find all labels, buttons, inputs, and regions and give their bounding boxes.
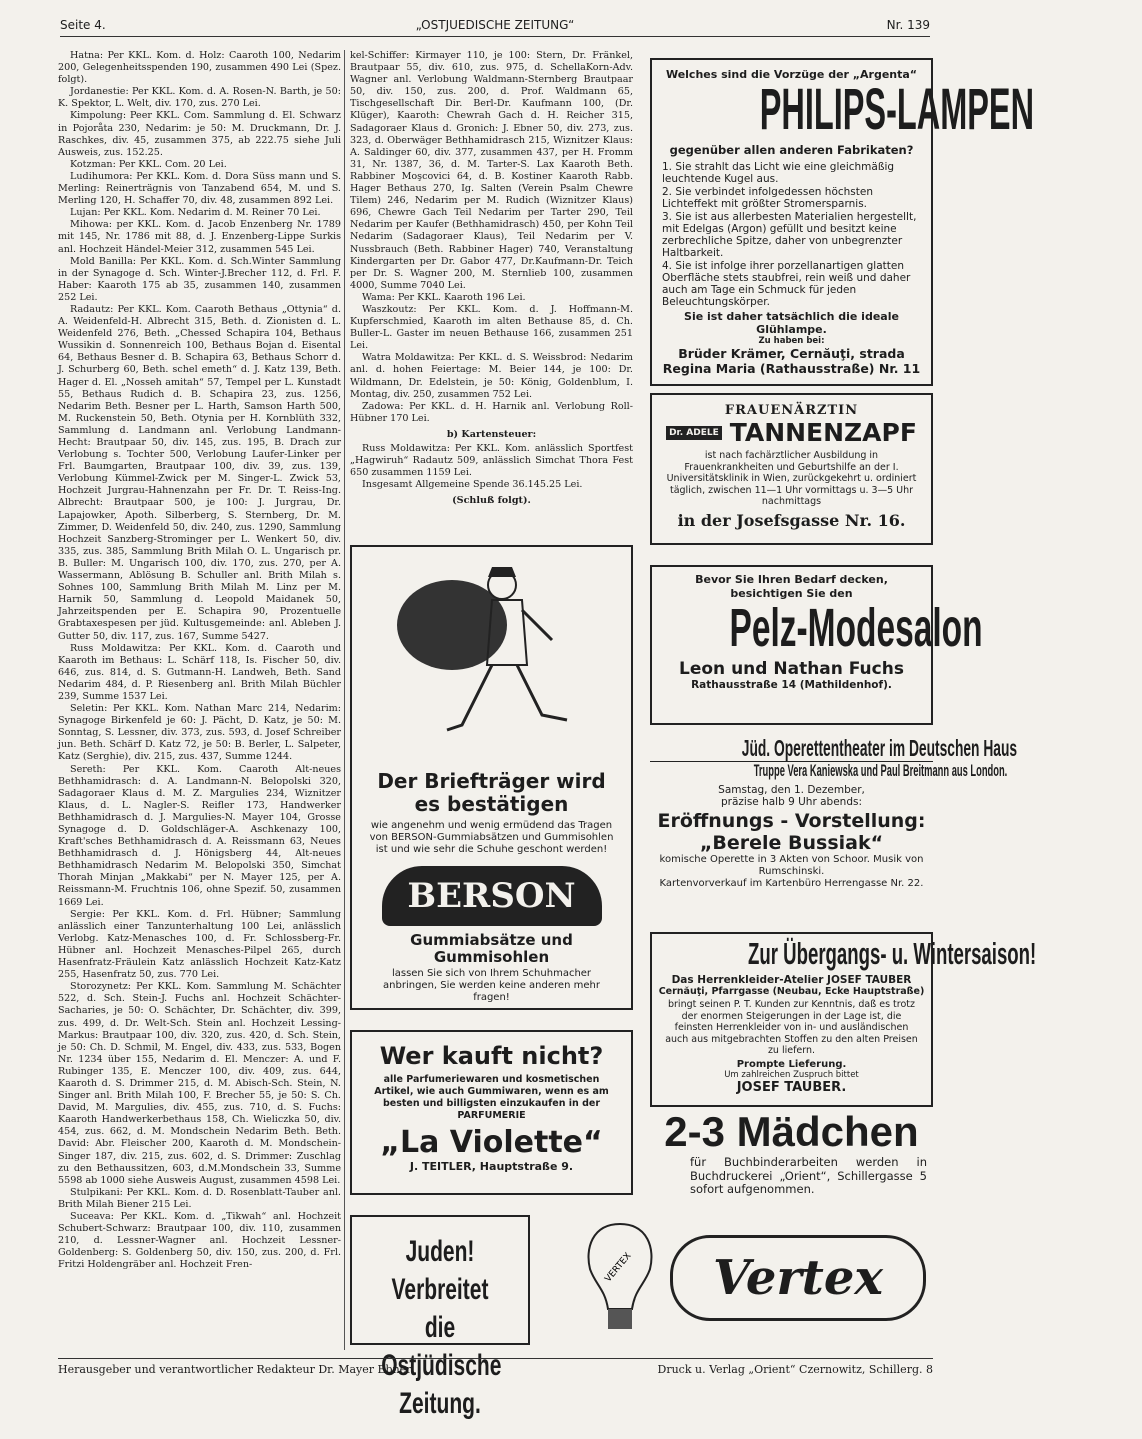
to-be-continued: (Schluß folgt). (452, 495, 531, 507)
show-title: „Berele Bussiak“ (699, 832, 884, 854)
ad-subquestion: gegenüber allen anderen Fabrikaten? (669, 143, 914, 157)
feature-list (652, 161, 931, 308)
ad-intro: Bevor Sie Ihren Bedarf decken, besichtigen Sie den (695, 573, 888, 600)
paragraph: Sergie: Per KKL. Kom. d. Frl. Hübner; Sammlung anlässlich einer Tanzunterhaltung 100 Lei, anlässlich Verlobg. Katz-Menasches 100, d. Fr. Schlossberg-Fr. Hübner anl. Hochzeit Menasches-Pilpel 265, durch Hasenfratz-Fräulein Katz anlässlich Hochzeit Katz-Katz 255, Hasenfratz 50, zus. 770 Lei. (58, 908, 341, 981)
salon-name (652, 598, 983, 659)
paragraph: Kotzman: Per KKL. Com. 20 Lei. (70, 158, 227, 170)
ad-philips-lampen (650, 58, 1035, 386)
ad-conclusion: Sie ist daher tatsächlich die ideale Glühlampe. (684, 310, 899, 336)
shop-address: J. TEITLER, Hauptstraße 9. (409, 1160, 574, 1173)
ad-headline: Wer kauft nicht? (379, 1042, 604, 1070)
paragraph: Waszkoutz: Per KKL. Kom. d. J. Hoffmann-M. Kupferschmied, Kaaroth im alten Bethause 85, d. Ch. Buller-L. Gaster im neuen Bethause 166, zusammen 251 Lei. (350, 303, 633, 352)
ad-text: alle Parfumeriewaren und kosmetischen Artikel, wie auch Gummiwaren, wenn es am besten und billigsten einzukaufen in der PARFUMERIE (374, 1074, 609, 1121)
paragraph: Wama: Per KKL. Kaaroth 196 Lei. (362, 291, 526, 303)
ad-text: bringt seinen P. T. Kunden zur Kenntnis, daß es trotz der enormen Steigerungen in der Lage ist, die feinsten Herrenkleider von in- und ausländischen auch aus mitgebrachten Stoffen zu den alten Preisen zu liefern. (665, 999, 918, 1056)
doctor-title: Dr. ADELE (666, 426, 722, 440)
ad-question: Welches sind die Vorzüge der „Argenta“ (665, 68, 918, 81)
feature-item: 1. Sie strahlt das Licht wie eine gleichmäßig leuchtende Kugel aus. (662, 161, 895, 185)
ad-operettentheater (650, 735, 1018, 919)
vertex-logo: Vertex (670, 1235, 926, 1321)
ad-berson (350, 545, 633, 1010)
paragraph: Ludihumora: Per KKL. Kom. d. Dora Süss mann und S. Merling: Reinerträgnis von Tanzabend 654, M. und S. Merling 120, H. Schaffer 70, div. 48, zusammen 892 Lei. (58, 170, 341, 207)
ad-headline: 2-3 Mädchen (664, 1108, 919, 1155)
ad-address: in der Josefsgasse Nr. 16. (677, 510, 906, 530)
issue-number: Nr. 139 (886, 18, 930, 32)
ad-title (652, 936, 1037, 974)
ad-title-text: Zur Übergangs- u. Wintersaison! (748, 936, 1037, 971)
page-footer (58, 1358, 933, 1376)
paragraph: Kimpolung: Peer KKL. Com. Sammlung d. El. Schwarz in Pojoråta 230, Nedarim: je 50: M. Druckmann, Dr. J. Raschkes, div. 45, zusammen 375, ab 222.75 siehe Juli Ausweis, zus. 152.25. (58, 110, 341, 158)
ad-title: FRAUENÄRZTIN (724, 403, 859, 418)
ad-text: lassen Sie sich von Ihrem Schuhmacher anbringen, Sie werden keine anderen mehr fragen! (383, 968, 600, 1003)
ad-frauenaerztin (650, 393, 933, 545)
page-header (60, 18, 930, 37)
feature-item: 4. Sie ist infolge ihrer porzellanartigen glatten Oberfläche stets staubfrei, rein weiß und daher auch am Tage ein Schmuck für jeden Beleuchtungskörper. (662, 260, 911, 308)
paragraph: Jordanestie: Per KKL. Kom. d. A. Rosen-N. Barth, je 50: K. Spektor, L. Welt, div. 170, zus. 270 Lei. (58, 86, 341, 110)
paragraph: Storozynetz: Per KKL. Kom. Sammlung M. Schächter 522, d. Sch. Stein-J. Fuchs anl. Hochzeit Schächter-Sacharies, je 50: O. Schächter, Dr. Schächter, div. 399, zus. 499, d. Dr. Welt-Sch. Stein anl. Hochzeit Lessing-Markus: Brautpaar 100, div. 320, zus. 420, d. Sch. Stein, je 50: Ch. D. Schmil, M. Engel, div. 433, zus. 533, Bogen Nr. 1234 über 155, Nedarim d. El. Menczer: A. und F. Rubinger 135, E. Menczer 100, div. 409, zus. 644, Kaaroth d. S. Drimmer 215, d. M. Abisch-Sch. Stein, N. Singer anl. Brith Milah 100, F. Brecher 55, je 50: S. Ch. David, M. Margulies, div. 455, zus. 710, d. S. Fuchs: Kaaroth Handwerkerbethaus 158, Ch. Wieliczka 50, div. 454, zus. 662, d. M. Mondschein Nedarim Beth. Beth. David: Abr. Fleischer 200, Kaaroth d. M. Mondschein-Singer 187, div. 215, zus. 602, d. S. Drimmer: Zuschlag zu den Bethaussitzen, 603, d.M.Mondschein 33, Summe 5598 ab 1000 siehe Ausweis August, zusammen 4598 Lei. (58, 981, 341, 1186)
salon-owners: Leon und Nathan Fuchs (679, 659, 904, 679)
ad-josef-tauber (650, 932, 1037, 1107)
ad-text: wie angenehm und wenig ermüdend das Tragen von BERSON-Gummiabsätzen und Gummisohlen ist und wie sehr die Schuhe geschont werden! (369, 820, 614, 855)
doctor-name-row (652, 418, 931, 447)
berson-logo: BERSON (382, 866, 602, 926)
newspaper-title: „OSTJUEDISCHE ZEITUNG“ (415, 18, 575, 32)
ad-seller: Brüder Krämer, Cernăuţi, strada Regina Maria (Rathausstraße) Nr. 11 (662, 346, 921, 376)
paragraph: Seletin: Per KKL. Kom. Nathan Marc 214, Nedarim: Synagoge Birkenfeld je 60: J. Pächt, D. Katz, je 50: M. Sonntag, S. Lessner, div. 373, zus. 593, d. Josef Schreiber jun. Beth. Schärf D. Katz 72, je 50: B. Berler, L. Salpeter, Katz (Serghie), div. 215, zus. 437, Summe 1244. (58, 703, 341, 763)
show-date: Samstag, den 1. Dezember, präzise halb 9 Uhr abends: (718, 784, 865, 808)
feature-item: 3. Sie ist aus allerbesten Materialien hergestellt, mit Edelgas (Argon) gefüllt und besitzt keine zerbrechliche Spitze, daher von unbegrenzter Haltbarkeit. (662, 211, 917, 259)
theater-troupe-text: Truppe Vera Kaniewska und Paul Breitmann aus London. (753, 761, 1008, 780)
brand-philips-text: PHILIPS-LAMPEN (759, 77, 1035, 142)
ad-delivery: Prompte Lieferung. (736, 1058, 847, 1070)
opening-show: Eröffnungs - Vorstellung: (657, 810, 926, 832)
ad-request: Um zahlreichen Zuspruch bittet (724, 1069, 859, 1080)
publisher-line: Herausgeber und verantwortlicher Redakteur Dr. Mayer Ebner. (58, 1363, 414, 1376)
ad-firm: Das Herrenkleider-Atelier JOSEF TAUBER (671, 974, 912, 986)
salon-name-text: Pelz-Modesalon (729, 598, 983, 658)
paragraph: Hatna: Per KKL. Kom. d. Holz: Caaroth 100, Nedarim 200, Gelegenheitsspenden 190, zusammen 490 Lei (Spez. folgt). (58, 50, 341, 86)
page-number: Seite 4. (60, 18, 106, 32)
paragraph: Russ Moldawitza: Per KKL. Kom. anlässlich Sportfest „Hagwiruh“ Radautz 509, anlässlich Simchat Thora Fest 650 zusammen 1159 Lei. (350, 443, 633, 479)
paragraph: Mihowa: per KKL. Kom. d. Jacob Enzenberg Nr. 1789 mit 145, Nr. 1786 mit 88, d. J. Enzenberg-Lippe Surkis anl. Hochzeit Händel-Meier 312, zusammen 545 Lei. (58, 219, 341, 255)
paragraph: Radautz: Per KKL. Kom. Caaroth Bethaus „Ottynia“ d. A. Weidenfeld-H. Albrecht 315, Beth. d. Zionisten d. L. Weidenfeld 276, Beth. „Chessed Schapira 104, Bethaus Wussikin d. Sonnenreich 100, Bethaus Bojan d. Eisental 64, Bethaus Besner d. B. Schapira 63, Bethaus Schorr d. J. Schurberg 60, Beth. schel emeth“ d. J. Katz 139, Beth. Hager d. El. „Nosseh amitah“ 57, Tempel per L. Kunstadt 55, Bethaus Rudich d. B. Schapira 23, zus. 1256, Nedarim Beth. Besner per L. Harth, Samson Harth 500, M. Ruckenstein 50, Beth. Otynia per H. Kornblüth 332, Sammlung d. Landmann anl. Verlobung Landmann-Hecht: Brautpaar 50, div. 145, zus. 195, B. Drach zur Verlobung s. Tochter 500, Verlobung Laufer-Linker per Frl. Baumgarten, Brautpaar 100, div. 39, zus. 139, Verlobung Kümmel-Zwick per M. Singer-L. Zwick 53, Hochzeit Jurgrau-Hahnenzahn per Fr. Dr. T. Reiss-Ing. Albrecht: Brautpaar 500, je 100: J. Jurgrau, Dr. Lapajowker, Apoth. Silberberg, S. Sternberg, Dr. M. Zimmer, D. Weidenfeld 50, div. 240, zus. 1290, Sammlung Hochzeit Sanzberg-Strominger per L. Wenkert 50, div. 335, zus. 385, Sammlung Brith Milah O. L. Ungarisch pr. B. Buller: M. Ungarisch 100, div. 170, zus. 270, per A. Wassermann, Ablösung B. Schuller anl. Brith Milah s. Sohnes 100, Sammlung Brith Milah M. Linz per M. Harnik 50, Sammlung d. Leopold Maidanek 50, Jahrzeitspenden per E. Schapira 90, Prozentuelle Grabtaxespesen per jüd. Kultusgemeinde: anl. Ableben J. Gutter 50, div. 117, zus. 167, Summe 5427. (58, 303, 341, 642)
paragraph: Insgesamt Allgemeine Spende 36.145.25 Lei. (362, 479, 583, 491)
paragraph: Watra Moldawitza: Per KKL. d. S. Weissbrod: Nedarim anl. d. hohen Feiertage: M. Beier 144, je 100: Dr. Wildmann, Dr. Edelstein, je 50: König, Goldenblum, I. Montag, div. 250, zusammen 752 Lei. (350, 352, 633, 400)
paragraph: Zadowa: Per KKL. d. H. Harnik anl. Verlobung Roll-Hübner 170 Lei. (350, 400, 633, 424)
shop-name: „La Violette“ (380, 1125, 603, 1160)
feature-item: 2. Sie verbindet infolgedessen höchsten Lichteffekt mit größter Stromersparnis. (662, 186, 874, 210)
ad-signature: JOSEF TAUBER. (736, 1079, 847, 1095)
paragraph: Lujan: Per KKL. Kom. Nedarim d. M. Reiner 70 Lei. (70, 207, 321, 219)
mailman-illustration (392, 555, 592, 770)
ad-slogan-text: Juden! Verbreitet die Ostjüdische Zeitung. (381, 1235, 502, 1420)
ad-headline: Der Briefträger wird es bestätigen (377, 769, 606, 816)
paragraph: Suceava: Per KKL. Kom. d. „Tikwah“ anl. Hochzeit Schubert-Schwarz: Brautpaar 100, div. 110, zusammen 210, d. Lessner-Wagner anl. Hochzeit Lessner-Goldenberg: S. Goldenberg 50, div. 150, zus. 200, d. Frl. Fritzi Holdengräber anl. Hochzeit Fren- (58, 1211, 341, 1271)
ad-address: Cernăuţi, Pfarrgasse (Neubau, Ecke Hauptstraße) (658, 986, 925, 997)
paragraph: kel-Schiffer: Kirmayer 110, je 100: Stern, Dr. Fränkel, Brautpaar 55, div. 610, zus. 975, d. SchellaKorn-Adv. Wagner anl. Verlobung Waldmann-Sternberg Brautpaar 50, div. 150, zus. 200, d. Prof. Waldmann 65, Tischgesellschaft Dir. Berl-Dr. Kaufmann 100, (Dr. Klüger), Kaaroth: Chewrah Gach d. H. Reicher 315, Sadagoraer Klaus d. Gronich: J. Ebner 50, div. 273, zus. 323, d. Oberwäger Bethhamidrasch 215, Wiznitzer Klaus: A. Saldinger 60, div. 377, zusammen 437, per H. Fromm 31, Nr. 1387, 36, d. M. Tarter-S. Lax Kaaroth Beth. Rabbiner Moşcovici 64, d. B. Kostiner Kaaroth Rabb. Hager Bethaus 270, Ig. Salten (Verein Psalm Chewre Tilem) 246, Nedarim per M. Rudich (Wiznitzer Klaus) 696, Chewre Gach Teil Nedarim per Tarter 290, Teil Nedarim per Kaufer (Bethhamidrasch) 450, per Kohn Teil Nedarim (Sadagoraer Klaus), Teil Nedarim per V. Nussbrauch (Beth. Rabbiner Hager) 740, Veranstaltung Kindergarten per Dr. Gabor 477, Dr.Kaufmann-Dr. Teich per Dr. S. Wagner 200, M. Sternlieb 100, zusammen 4000, Summe 7040 Lei. (350, 50, 633, 291)
ad-product: Gummiabsätze und Gummisohlen (410, 931, 573, 966)
theater-name-text: Jüd. Operettentheater im Deutschen Haus (741, 735, 1018, 761)
show-description: komische Operette in 3 Akten von Schoor. Musik von Rumschinski. (659, 854, 924, 877)
ad-text: ist nach fachärztlicher Ausbildung in Frauenkrankheiten und Geburtshilfe an der I. Universitätsklinik in Wien, zurückgekehrt u. ordiniert täglich, zwischen 11—1 Uhr vormittags u. 3—5 Uhr nachmittags (666, 450, 917, 507)
printer-line: Druck u. Verlag „Orient“ Czernowitz, Schillerg. 8 (657, 1363, 933, 1376)
ad-text: für Buchbinderarbeiten werden in Buchdruckerei „Orient“, Schillergasse 5 sofort aufgenommen. (690, 1155, 927, 1196)
ticket-info: Kartenvorverkauf im Kartenbüro Herrengasse Nr. 22. (659, 878, 924, 889)
salon-address: Rathausstraße 14 (Mathildenhof). (691, 679, 892, 691)
theater-troupe (650, 761, 1008, 782)
ad-pelz-modesalon (650, 565, 983, 725)
paragraph: Mold Banilla: Per KKL. Kom. d. Sch.Winter Sammlung in der Synagoge d. Sch. Winter-J.Brecher 112, d. Frl. F. Haber: Kaaroth 175 ab 35, zusammen 140, zusammen 252 Lei. (58, 255, 341, 303)
column-donations-2 (350, 50, 633, 507)
ad-maedchen-wanted (650, 1110, 933, 1202)
paragraph: Russ Moldawitza: Per KKL. Kom. d. Caaroth und Kaaroth im Bethaus: L. Schärf 118, Is. Fischer 50, div. 646, zus. 814, d. S. Gutmann-H. Landweh, Beth. Sand Nedarim 484, d. P. Riesenberg anl. Brith Milah Büchler 239, Summe 1537 Lei. (58, 642, 341, 702)
ad-juden-verbreitet (350, 1215, 530, 1420)
paragraph: Stulpikani: Per KKL. Kom. d. D. Rosenblatt-Tauber anl. Brith Milah Biener 215 Lei. (58, 1186, 341, 1210)
theater-name (650, 735, 1018, 762)
ad-available: Zu haben bei: (758, 336, 825, 346)
ad-la-violette (350, 1030, 633, 1195)
subheading: b) Kartensteuer: (446, 428, 537, 440)
doctor-name: TANNENZAPF (729, 418, 917, 447)
brand-philips (652, 77, 1035, 143)
paragraph: Sereth: Per KKL. Kom. Caaroth Alt-neues Bethhamidrasch: d. A. Landmann-N. Belopolski 320, Sadagoraer Klaus d. M. Z. Margulies 234, Wiznitzer Klaus, d. L. Nagler-S. Reifler 173, Handwerker Bethhamidrasch d. J. Margulies-N. Mayer 104, Grosse Synagoge d. D. Goldschläger-A. Aschkenazy 100, Kraft'sches Bethhamidrasch d. A. Reissmann 63, Neues Bethhamidrasch d. J. Hönigsberg 44, Alt-neues Bethhamidrasch Nedarim M. Belopolski 350, Simchat Thorah Minjan „Makkabi“ per N. Mayer 125, per A. Reissmann-M. Fruchtnis 106, ohne Spezif. 50, zusammen 1669 Lei. (58, 763, 341, 908)
ad-slogan (352, 1217, 528, 1439)
lightbulb-icon (580, 1219, 660, 1339)
bulb-label: VERTEX (603, 1251, 634, 1285)
ad-vertex (540, 1215, 930, 1345)
column-donations-1 (58, 50, 345, 1350)
